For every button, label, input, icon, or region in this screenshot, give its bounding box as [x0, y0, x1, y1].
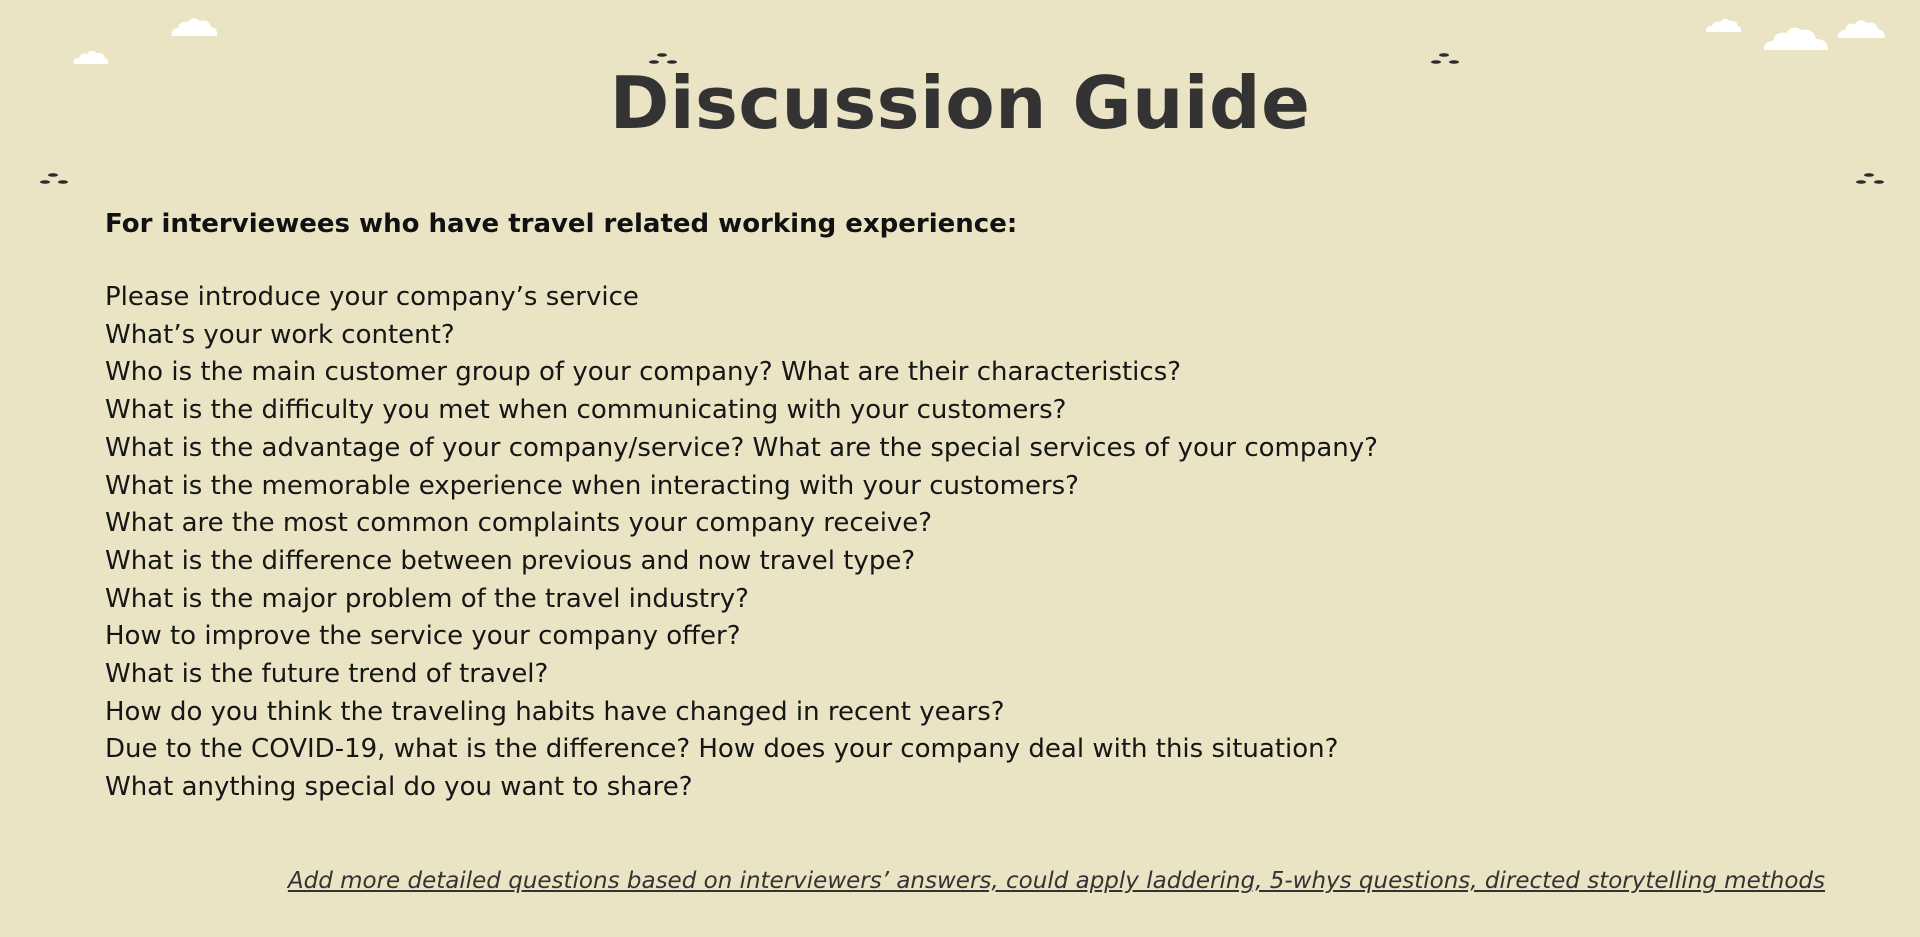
cloud-icon: [1835, 18, 1887, 40]
question-item: What is the difficulty you met when communicating with your customers?: [105, 395, 1067, 426]
methods-footnote: Add more detailed questions based on interviewers’ answers, could apply laddering, 5-whys questions, directed storytelling methods: [287, 868, 1825, 894]
question-list: [105, 279, 1505, 807]
question-item: Who is the main customer group of your company? What are their characteristics?: [105, 357, 1182, 388]
bird-flock-icon: [1855, 172, 1887, 186]
question-item: What is the future trend of travel?: [105, 659, 549, 690]
question-item: What is the difference between previous and now travel type?: [105, 545, 916, 576]
question-item: Please introduce your company’s service: [105, 282, 639, 312]
question-item: Due to the COVID-19, what is the difference? How does your company deal with this situation?: [105, 734, 1339, 765]
section-heading: For interviewees who have travel related working experience:: [105, 209, 1018, 239]
question-item: What is the major problem of the travel industry?: [105, 583, 749, 614]
question-item: What is the memorable experience when interacting with your customers?: [105, 470, 1079, 501]
question-item: How do you think the traveling habits have changed in recent years?: [105, 696, 1005, 727]
page-title: Discussion Guide: [609, 61, 1311, 145]
question-item: What anything special do you want to share?: [105, 772, 693, 803]
cloud-icon: [1703, 16, 1743, 34]
question-item: What is the advantage of your company/service? What are the special services of your company?: [105, 432, 1378, 463]
question-item: What’s your work content?: [105, 319, 455, 350]
discussion-content: [105, 205, 1505, 807]
cloud-icon: [1762, 24, 1830, 52]
question-item: What are the most common complaints your company receive?: [105, 508, 933, 539]
cloud-icon: [168, 16, 220, 38]
bird-flock-icon: [39, 172, 71, 186]
question-item: How to improve the service your company offer?: [105, 621, 741, 652]
